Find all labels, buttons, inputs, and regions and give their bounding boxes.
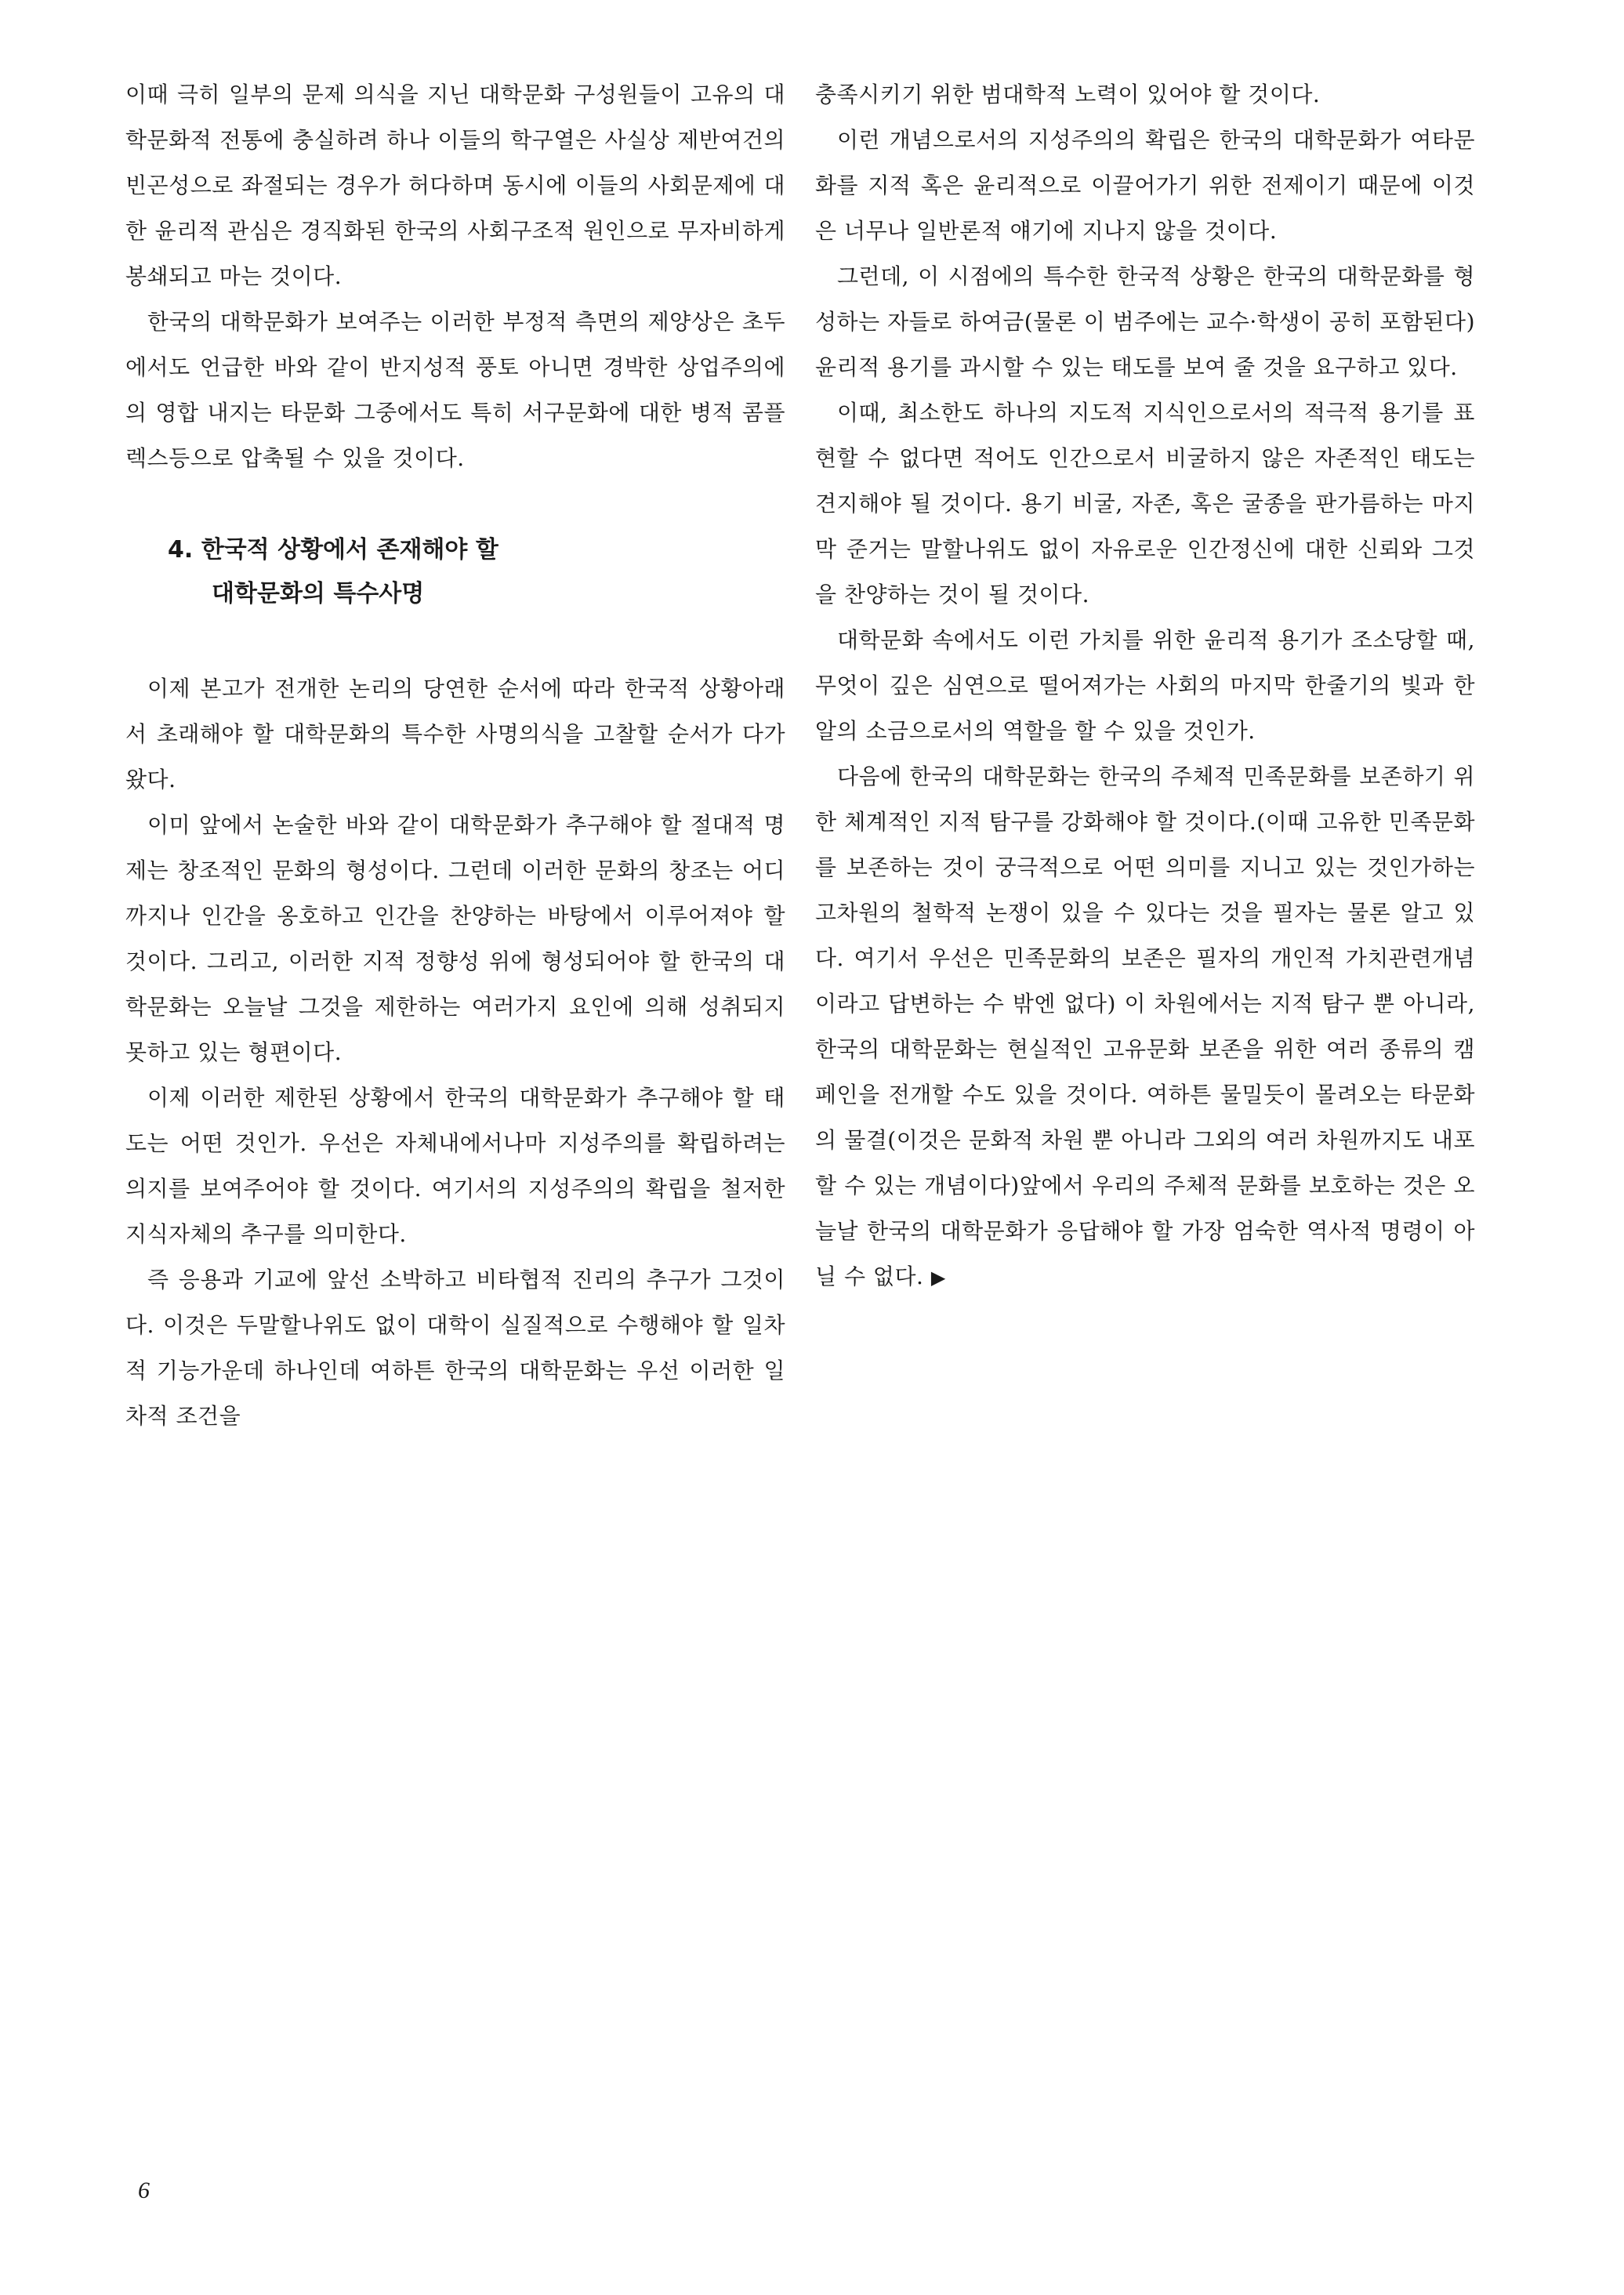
body-paragraph: 그런데, 이 시점에의 특수한 한국적 상황은 한국의 대학문화를 형성하는 자들로 하여금(물론 이 범주에는 교수·학생이 공히 포함된다)윤리적 용기를 과시할 수 있는 태도를 보여 줄 것을 요구하고 있다. [815, 263, 1475, 380]
page-number: 6 [138, 2177, 150, 2203]
section-heading [125, 528, 785, 616]
body-paragraph: 대학문화 속에서도 이런 가치를 위한 윤리적 용기가 조소당할 때, 무엇이 깊은 심연으로 떨어져가는 사회의 마지막 한줄기의 빛과 한알의 소금으로서의 역할을 할 수 있을 것인가. [815, 627, 1475, 744]
body-paragraph: 이런 개념으로서의 지성주의의 확립은 한국의 대학문화가 여타문화를 지적 혹은 윤리적으로 이끌어가기 위한 전제이기 때문에 이것은 너무나 일반론적 얘기에 지나지 않을 것이다. [815, 127, 1475, 244]
body-paragraph: 이제 본고가 전개한 논리의 당연한 순서에 따라 한국적 상황아래서 초래해야 할 대학문화의 특수한 사명의식을 고찰할 순서가 다가왔다. [125, 676, 785, 792]
body-paragraph-final [815, 754, 1475, 1300]
left-column [125, 72, 785, 1439]
section-heading-line1: 4. 한국적 상황에서 존재해야 할 [168, 536, 498, 564]
body-paragraph: 이제 이러한 제한된 상황에서 한국의 대학문화가 추구해야 할 태도는 어떤 것인가. 우선은 자체내에서나마 지성주의를 확립하려는 의지를 보여주어야 할 것이다. 여기서의 지성주의의 확립을 철저한 지식자체의 추구를 의미한다. [125, 1085, 785, 1247]
section-heading-line2: 대학문화의 특수사명 [212, 580, 425, 607]
final-paragraph-text: 다음에 한국의 대학문화는 한국의 주체적 민족문화를 보존하기 위한 체계적인 지적 탐구를 강화해야 할 것이다.(이때 고유한 민족문화를 보존하는 것이 궁극적으로 어떤 의미를 지니고 있는 것인가하는 고차원의 철학적 논쟁이 있을 수 있다는 것을 필자는 물론 알고 있다. 여기서 우선은 민족문화의 보존은 필자의 개인적 가치관련개념이라고 답변하는 수 밖엔 없다) 이 차원에서는 지적 탐구 뿐 아니라, 한국의 대학문화는 현실적인 고유문화 보존을 위한 여러 종류의 캠페인을 전개할 수도 있을 것이다. 여하튼 물밀듯이 몰려오는 타문화의 물결(이것은 문화적 차원 뿐 아니라 그외의 여러 차원까지도 내포할 수 있는 개념이다)앞에서 우리의 주체적 문화를 보호하는 것은 오늘날 한국의 대학문화가 응답해야 할 가장 엄숙한 역사적 명령이 아닐 수 없다. [815, 763, 1475, 1289]
body-paragraph-continuation: 충족시키기 위한 범대학적 노력이 있어야 할 것이다. [815, 82, 1321, 107]
right-column [815, 72, 1475, 1300]
body-paragraph: 이때, 최소한도 하나의 지도적 지식인으로서의 적극적 용기를 표현할 수 없다면 적어도 인간으로서 비굴하지 않은 자존적인 태도는 견지해야 될 것이다. 용기 비굴, 자존, 혹은 굴종을 판가름하는 마지막 준거는 말할나위도 없이 자유로운 인간정신에 대한 신뢰와 그것을 찬양하는 것이 될 것이다. [815, 400, 1475, 607]
body-paragraph: 이미 앞에서 논술한 바와 같이 대학문화가 추구해야 할 절대적 명제는 창조적인 문화의 형성이다. 그런데 이러한 문화의 창조는 어디까지나 인간을 옹호하고 인간을 찬양하는 바탕에서 이루어져야 할 것이다. 그리고, 이러한 지적 정향성 위에 형성되어야 할 한국의 대학문화는 오늘날 그것을 제한하는 여러가지 요인에 의해 성취되지 못하고 있는 형편이다. [125, 812, 785, 1065]
body-paragraph: 한국의 대학문화가 보여주는 이러한 부정적 측면의 제양상은 초두에서도 언급한 바와 같이 반지성적 풍토 아니면 경박한 상업주의에의 영합 내지는 타문화 그중에서도 특히 서구문화에 대한 병적 콤플렉스등으로 압축될 수 있을 것이다. [125, 309, 785, 471]
body-paragraph: 이때 극히 일부의 문제 의식을 지닌 대학문화 구성원들이 고유의 대학문화적 전통에 충실하려 하나 이들의 학구열은 사실상 제반여건의 빈곤성으로 좌절되는 경우가 허다하며 동시에 이들의 사회문제에 대한 윤리적 관심은 경직화된 한국의 사회구조적 원인으로 무자비하게 봉쇄되고 마는 것이다. [125, 82, 785, 289]
end-mark-icon: ▶ [930, 1267, 946, 1289]
body-paragraph: 즉 응용과 기교에 앞선 소박하고 비타협적 진리의 추구가 그것이다. 이것은 두말할나위도 없이 대학이 실질적으로 수행해야 할 일차적 기능가운데 하나인데 여하튼 한국의 대학문화는 우선 이러한 일차적 조건을 [125, 1267, 785, 1429]
